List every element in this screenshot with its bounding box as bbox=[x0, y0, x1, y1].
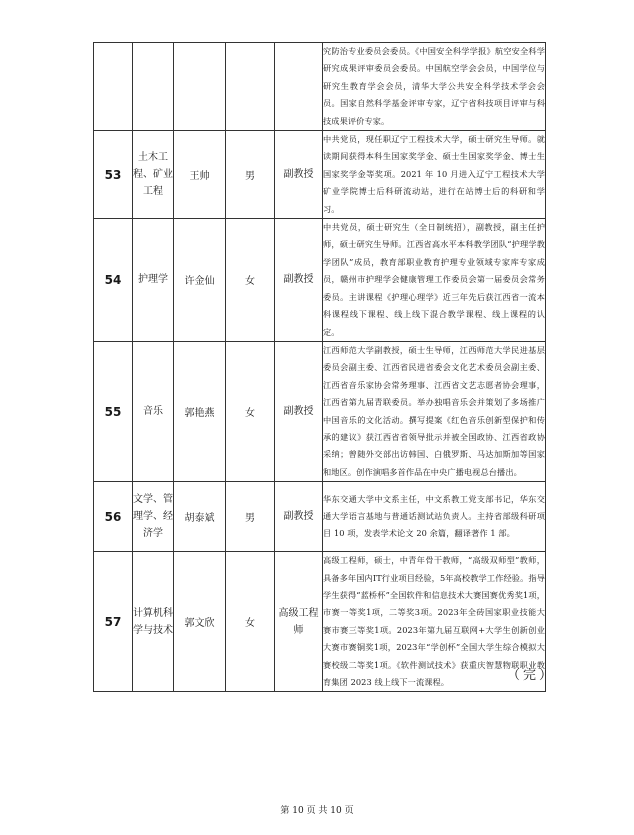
row-number bbox=[94, 43, 133, 131]
row-name: 王帅 bbox=[174, 131, 226, 219]
row-gender bbox=[226, 43, 275, 131]
expert-table bbox=[93, 42, 546, 692]
end-mark: （完） bbox=[507, 668, 556, 683]
row-number: 53 bbox=[94, 131, 133, 219]
row-description: 中共党员，硕士研究生（全日制统招），副教授，副主任护师，硕士研究生导师。江西省高水平本科教学团队“护理学教学团队”成员，教育部职业教育护理专业领域专家库专家成员，赣州市护理学会健康管理工作委员会第一届委员会常务委员。主讲课程《护理心理学》近三年先后获江西省一流本科课程线下课程、线上线下混合教学课程、线上课程的认定。 bbox=[323, 219, 546, 342]
row-number: 56 bbox=[94, 482, 133, 552]
row-name: 郭艳燕 bbox=[174, 341, 226, 481]
row-major: 音乐 bbox=[133, 341, 174, 481]
row-gender: 女 bbox=[226, 341, 275, 481]
row-number: 57 bbox=[94, 552, 133, 692]
row-title: 副教授 bbox=[275, 482, 323, 552]
row-description: 江西师范大学副教授，硕士生导师，江西师范大学民进基层委员会副主委、江西省民进省委会文化艺术委员会副主委、江西省音乐家协会常务理事、江西省文艺志愿者协会理事，江西省第九届青联委员。举办独唱音乐会并策划了多场推广中国音乐的文化活动。撰写提案《红色音乐创新型保护和传承的建议》获江西省省领导批示并被全国政协、江西省政协采纳；曾随外交部出访韩国、白俄罗斯、马达加斯加等国家和地区。创作演唱多首作品在中央广播电视总台播出。 bbox=[323, 341, 546, 481]
row-gender: 女 bbox=[226, 219, 275, 342]
table-row bbox=[94, 482, 546, 552]
row-description: 中共党员，现任职辽宁工程技术大学，硕士研究生导师。就读期间获得本科生国家奖学金、硕士生国家奖学金、博士生国家奖学金等奖项。2021 年 10 月进入辽宁工程技术大学矿业学院博士后科研流动站，进行在站博士后的科研和学习。 bbox=[323, 131, 546, 219]
row-number: 55 bbox=[94, 341, 133, 481]
table-row bbox=[94, 131, 546, 219]
row-major bbox=[133, 43, 174, 131]
row-number: 54 bbox=[94, 219, 133, 342]
row-description: 高级工程师，硕士，中青年骨干教师，“高级双师型”教师，具备多年国内IT行业项目经验，5年高校教学工作经验。指导学生获得“蓝桥杯”全国软件和信息技术大赛国赛优秀奖1项，市赛一等奖1项，二等奖3项。2023年全砖国家职业技能大赛市赛三等奖1项。2023年第九届互联网+大学生创新创业大赛市赛铜奖1项，2023年“学创杯”全国大学生综合模拟大赛校级二等奖1项。《软件测试技术》获重庆智慧物联职业教育集团 2023 线上线下一流课程。 bbox=[323, 552, 546, 692]
row-title: 副教授 bbox=[275, 341, 323, 481]
row-description: 华东交通大学中文系主任，中文系教工党支部书记，华东交通大学语言基地与普通话测试站负责人。主持省部级科研项目 10 项，发表学术论文 20 余篇，翻译著作 1 部。 bbox=[323, 482, 546, 552]
row-major: 土木工程、矿业工程 bbox=[133, 131, 174, 219]
row-description: 究防治专业委员会委员。《中国安全科学学报》航空安全科学研究成果评审委员会委员。中国航空学会会员，中国学位与研究生教育学会会员，清华大学公共安全科学技术学会会员。国家自然科学基金评审专家，辽宁省科技项目评审与科技成果评价专家。 bbox=[323, 43, 546, 131]
row-name bbox=[174, 43, 226, 131]
row-title: 副教授 bbox=[275, 219, 323, 342]
row-title: 副教授 bbox=[275, 131, 323, 219]
row-gender: 女 bbox=[226, 552, 275, 692]
row-gender: 男 bbox=[226, 482, 275, 552]
row-gender: 男 bbox=[226, 131, 275, 219]
table-row bbox=[94, 552, 546, 692]
row-name: 郭文欣 bbox=[174, 552, 226, 692]
row-name: 胡泰斌 bbox=[174, 482, 226, 552]
table-row bbox=[94, 341, 546, 481]
row-name: 许金仙 bbox=[174, 219, 226, 342]
page-number: 第 10 页 共 10 页 bbox=[280, 806, 354, 816]
row-title bbox=[275, 43, 323, 131]
row-major: 护理学 bbox=[133, 219, 174, 342]
table-row bbox=[94, 219, 546, 342]
row-title: 高级工程师 bbox=[275, 552, 323, 692]
row-major: 计算机科学与技术 bbox=[133, 552, 174, 692]
table-row bbox=[94, 43, 546, 131]
row-major: 文学、管理学、经济学 bbox=[133, 482, 174, 552]
